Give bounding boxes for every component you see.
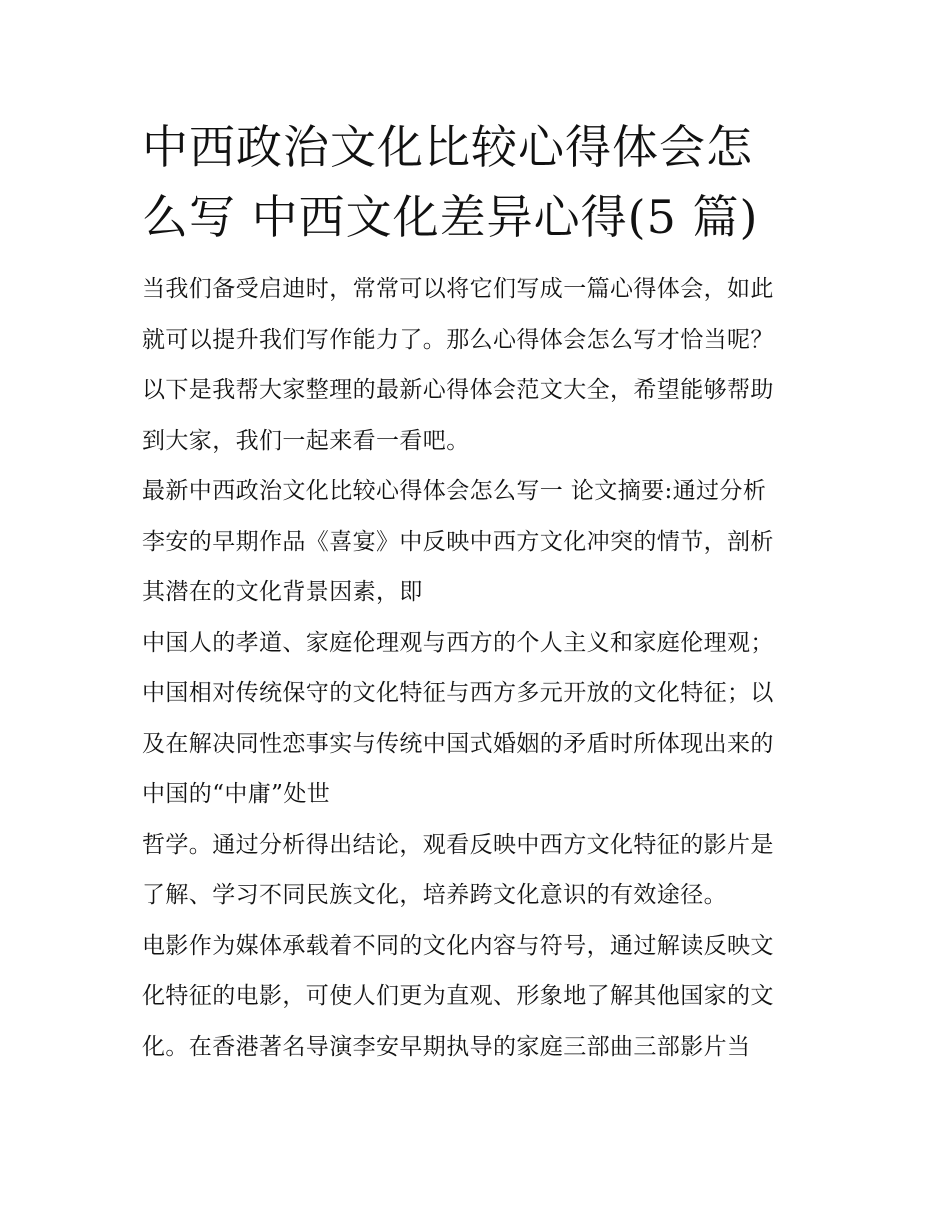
text-line: 了解、学习不同民族文化，培养跨文化意识的有效途径。 [142, 882, 727, 908]
text-line: 中国人的孝道、家庭伦理观与西方的个人主义和家庭伦理观； [142, 629, 774, 656]
text-line: 以下是我帮大家整理的最新心得体会范文大全，希望能够帮助 [142, 377, 774, 403]
text-line: 李安的早期作品《喜宴》中反映中西方文化冲突的情节，剖析 [142, 528, 774, 555]
document-title [142, 112, 822, 252]
text-line: 当我们备受启迪时，常常可以将它们写成一篇心得体会，如此 [142, 276, 774, 302]
text-line: 哲学。通过分析得出结论，观看反映中西方文化特征的影片是 [142, 831, 774, 858]
text-line: 及在解决同性恋事实与传统中国式婚姻的矛盾时所体现出来的 [142, 730, 774, 757]
text-line: 中国的“中庸”处世 [142, 781, 331, 807]
text-line: 最新中西政治文化比较心得体会怎么写一 论文摘要:通过分析 [142, 478, 767, 504]
paragraph-intro [142, 264, 822, 466]
text-line: 中国相对传统保守的文化特征与西方多元开放的文化特征；以 [142, 680, 774, 706]
text-line: 到大家，我们一起来看一看吧。 [142, 427, 470, 454]
paragraph-abstract [142, 466, 822, 618]
title-line-2: 么写 中西文化差异心得(5 篇) [142, 190, 759, 244]
text-line: 电影作为媒体承载着不同的文化内容与符号，通过解读反映文 [142, 932, 774, 959]
title-line-1: 中西政治文化比较心得体会怎 [142, 120, 753, 174]
paragraph-culture-contrast [142, 618, 822, 820]
document-page [142, 112, 822, 1072]
text-line: 就可以提升我们写作能力了。那么心得体会怎么写才恰当呢？ [142, 326, 774, 353]
paragraph-conclusion [142, 820, 822, 921]
text-line: 化。在香港著名导演李安早期执导的家庭三部曲三部影片当 [142, 1033, 751, 1060]
text-line: 化特征的电影，可使人们更为直观、形象地了解其他国家的文 [142, 983, 774, 1009]
paragraph-film-media [142, 921, 822, 1073]
text-line: 其潜在的文化背景因素，即 [142, 579, 423, 605]
